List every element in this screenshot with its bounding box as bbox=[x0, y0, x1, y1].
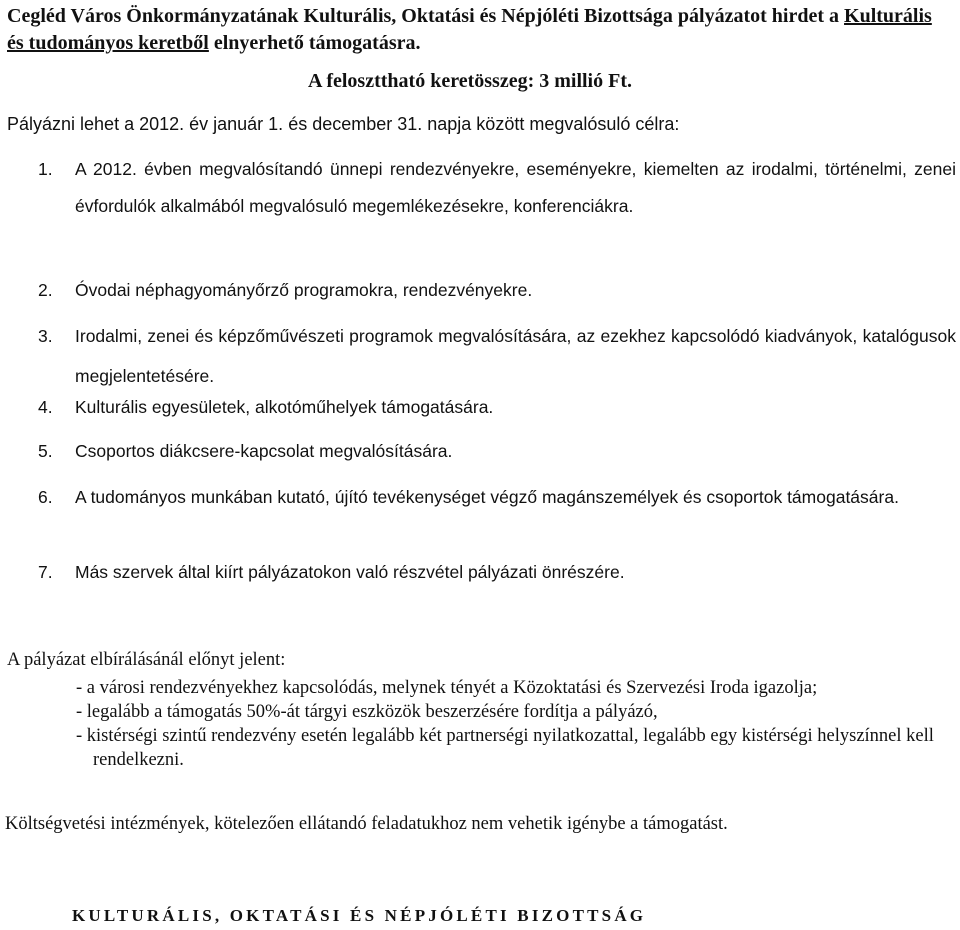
list-item-text: A 2012. évben megvalósítandó ünnepi rendezvényekre, eseményekre, kiemelten az irodalmi, történelmi, zenei évfordulók alkalmából megvalósuló megemlékezésekre, konferenciákra. bbox=[75, 159, 956, 216]
list-item bbox=[38, 477, 956, 517]
list-item bbox=[38, 438, 956, 464]
list-item-number: 2. bbox=[38, 280, 53, 300]
list-item-number: 7. bbox=[38, 562, 53, 582]
list-item-number: 5. bbox=[38, 441, 53, 461]
advantage-heading: A pályázat elbírálásánál előnyt jelent: bbox=[7, 650, 286, 670]
list-item bbox=[38, 151, 956, 225]
list-item-text: Irodalmi, zenei és képzőművészeti programok megvalósítására, az ezekhez kapcsolódó kiadványok, katalógusok megjelentetésére. bbox=[75, 326, 956, 386]
list-item-number: 6. bbox=[38, 487, 53, 507]
title-link: Kulturális és tudományos keretből bbox=[7, 5, 932, 54]
title-part2: elnyerhető támogatásra. bbox=[213, 32, 421, 54]
closing-note: Költségvetési intézmények, kötelezően ellátandó feladatukhoz nem vehetik igénybe a támogatást. bbox=[5, 814, 728, 834]
list-item bbox=[38, 394, 956, 420]
list-item-text: Csoportos diákcsere-kapcsolat megvalósítására. bbox=[75, 441, 453, 461]
intro-text: Pályázni lehet a 2012. év január 1. és december 31. napja között megvalósuló célra: bbox=[7, 114, 680, 134]
list-item bbox=[38, 277, 956, 303]
list-item-number: 3. bbox=[38, 326, 53, 346]
list-item bbox=[38, 559, 956, 585]
list-item bbox=[38, 316, 956, 396]
list-item-number: 1. bbox=[38, 159, 53, 179]
list-item-text: A tudományos munkában kutató, újító tevékenységet végző magánszemélyek és csoportok támogatására. bbox=[75, 487, 899, 507]
title-part1: Cegléd Város Önkormányzatának Kulturális, Oktatási és Népjóléti Bizottsága pályázatot hirdet a bbox=[7, 5, 840, 27]
advantage-list bbox=[76, 676, 956, 772]
list-item-number: 4. bbox=[38, 397, 53, 417]
advantage-item: - kistérségi szintű rendezvény esetén legalább két partnerségi nyilatkozattal, legalább egy kistérségi helyszínnel kell rendelkezni. bbox=[76, 726, 934, 770]
budget-amount: A feloszttható keretösszeg: 3 millió Ft. bbox=[308, 70, 632, 92]
advantage-item: - legalább a támogatás 50%-át tárgyi eszközök beszerzésére fordítja a pályázó, bbox=[76, 702, 658, 722]
list-item-text: Más szervek által kiírt pályázatokon való részvétel pályázati önrészére. bbox=[75, 562, 625, 582]
list-item-text: Kulturális egyesületek, alkotóműhelyek támogatására. bbox=[75, 397, 494, 417]
announcement-title bbox=[7, 3, 952, 57]
committee-signature: KULTURÁLIS, OKTATÁSI ÉS NÉPJÓLÉTI BIZOTTSÁG bbox=[72, 906, 647, 925]
advantage-item: - a városi rendezvényekhez kapcsolódás, melynek tényét a Közoktatási és Szervezési Iroda igazolja; bbox=[76, 678, 818, 698]
list-item-text: Óvodai néphagyományőrző programokra, rendezvényekre. bbox=[75, 280, 533, 300]
